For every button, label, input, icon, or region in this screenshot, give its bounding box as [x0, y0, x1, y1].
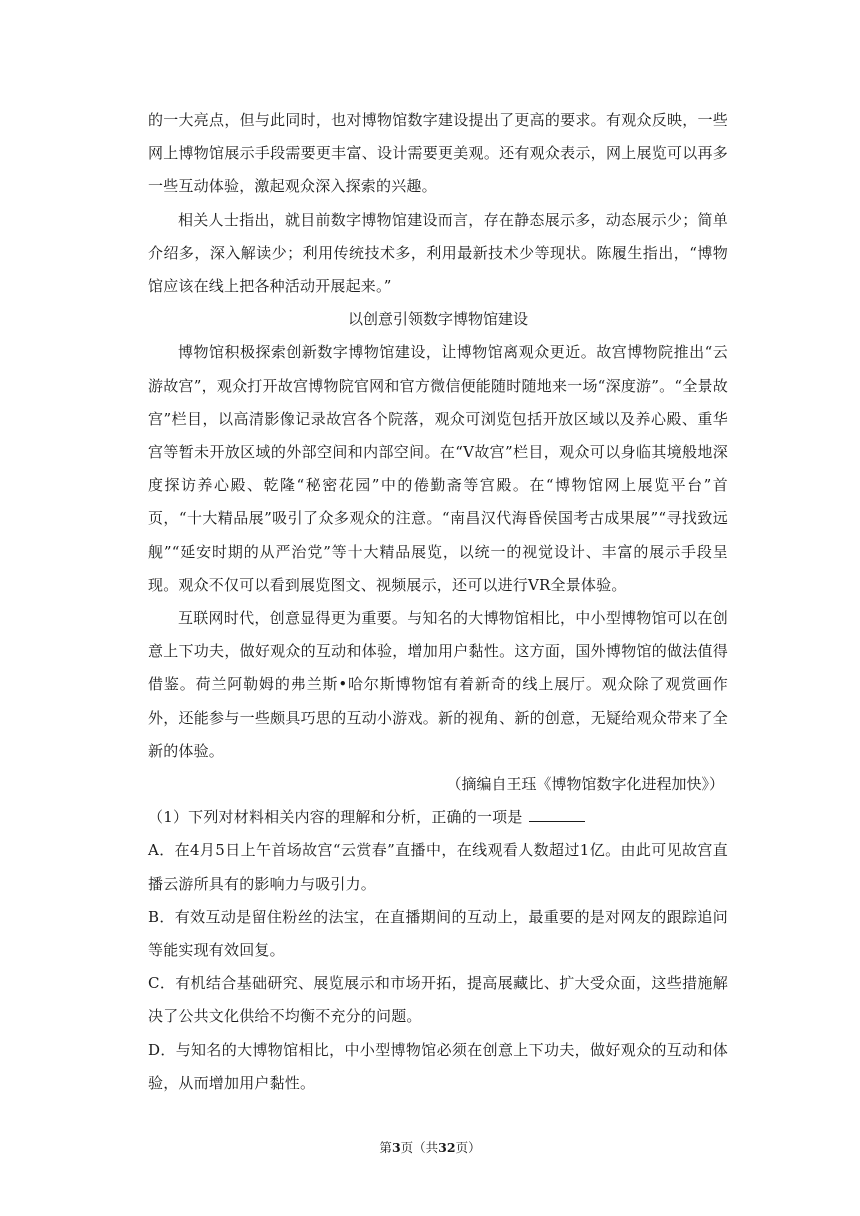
footer-suffix: 页）	[455, 1140, 481, 1155]
footer-total-pages: 32	[438, 1140, 456, 1155]
footer-page-number: 3	[391, 1140, 401, 1155]
source-citation: （摘编自王珏《博物馆数字化进程加快》）	[446, 775, 724, 794]
paragraph-internet-era: 互联网时代，创意显得更为重要。与知名的大博物馆相比，中小型博物馆可以在创意上下功夫，做好观众的互动和体验，增加用户黏性。这方面，国外博物馆的做法值得借鉴。荷兰阿勒姆的弗兰斯•哈尔斯博物馆有着新奇的线上展厅。观众除了观赏画作外，还能参与一些颇具巧思的互动小游戏。新的视角、新的创意，无疑给观众带来了全新的体验。	[148, 609, 728, 760]
paragraph-experts: 相关人士指出，就目前数字博物馆建设而言，存在静态展示多，动态展示少；简单介绍多，深入解读少；利用传统技术多，利用最新技术少等现状。陈履生指出，“博物馆应该在线上把各种活动开展起来。”	[148, 210, 728, 296]
option-d: D．与知名的大博物馆相比，中小型博物馆必须在创意上下功夫，做好观众的互动和体验，从而增加用户黏性。	[148, 1040, 728, 1092]
footer-middle: 页（共	[400, 1140, 439, 1155]
answer-blank	[529, 807, 585, 822]
option-a: A．在4月5日上午首场故宫“云赏春”直播中，在线观看人数超过1亿。由此可见故宫直播云游所具有的影响力与吸引力。	[148, 841, 728, 893]
paragraph-palace-museum: 博物馆积极探索创新数字博物馆建设，让博物馆离观众更近。故宫博物院推出“云游故宫”，观众打开故宫博物院官网和官方微信便能随时随地来一场“深度游”。“全景故宫”栏目，以高清影像记录故宫各个院落，观众可浏览包括开放区域以及养心殿、重华宫等暂未开放区域的外部空间和内部空间。在“V故宫”栏目，观众可以身临其境般地深度探访养心殿、乾隆“秘密花园”中的倦勤斋等宫殿。在“博物馆网上展览平台”首页，“十大精品展”吸引了众多观众的注意。“南昌汉代海昏侯国考古成果展”“寻找致远舰”“延安时期的从严治党”等十大精品展览，以统一的视觉设计、丰富的展示手段呈现。观众不仅可以看到展览图文、视频展示，还可以进行VR全景体验。	[148, 343, 728, 594]
section-title: 以创意引领数字博物馆建设	[347, 310, 528, 329]
paragraph-continued: 的一大亮点，但与此同时，也对博物馆数字建设提出了更高的要求。有观众反映，一些网上博物馆展示手段需要更丰富、设计需要更美观。还有观众表示，网上展览可以再多一些互动体验，激起观众深入探索的兴趣。	[148, 111, 728, 196]
option-c: C．有机结合基础研究、展览展示和市场开拓，提高展藏比、扩大受众面，这些措施解决了公共文化供给不均衡不充分的问题。	[148, 974, 728, 1026]
question-stem	[148, 801, 728, 834]
document-body	[148, 104, 728, 1100]
question-stem-text: （1）下列对材料相关内容的理解和分析，正确的一项是	[148, 808, 523, 827]
page-footer	[0, 1138, 860, 1156]
option-b: B．有效互动是留住粉丝的法宝，在直播期间的互动上，最重要的是对网友的跟踪追问等能实现有效回复。	[148, 907, 728, 960]
footer-prefix: 第	[379, 1140, 392, 1155]
